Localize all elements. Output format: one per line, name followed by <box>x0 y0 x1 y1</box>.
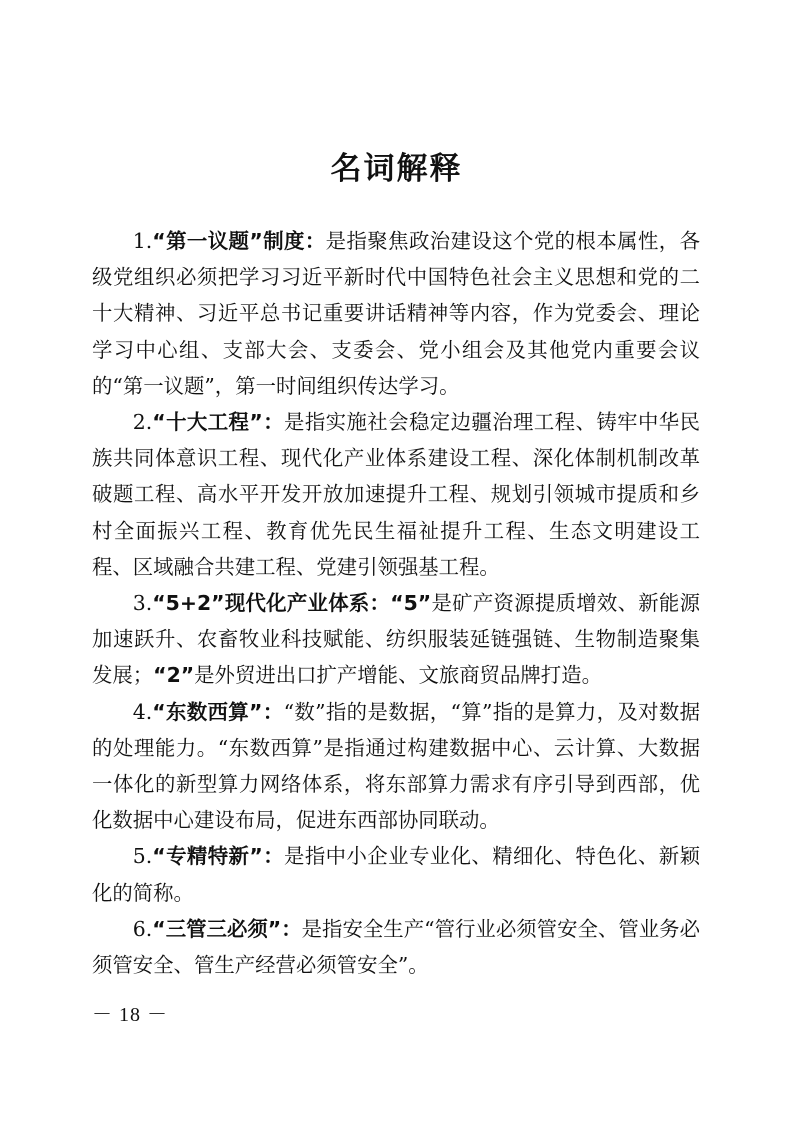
entry-term: “十大工程”： <box>152 410 285 435</box>
entry-number: 6. <box>132 916 153 941</box>
page-title: 名词解释 <box>330 151 463 187</box>
document-body <box>92 223 700 983</box>
entry-definition: 是矿产资源提质增效、新能源加速跃升、农畜牧业科技赋能、纺织服装延链强链、生物制造聚集发展； <box>92 591 700 688</box>
page-number: － 18 － <box>92 1004 168 1026</box>
entry-3 <box>92 585 700 694</box>
entry-4 <box>92 694 700 839</box>
entry-6 <box>92 911 700 983</box>
entry-number: 5. <box>132 844 153 869</box>
entry-number: 3. <box>132 591 153 616</box>
entry-definition: 是指安全生产“管行业必须管安全、管业务必须管安全、管生产经营必须管安全”。 <box>92 916 700 978</box>
entry-definition: 是指聚焦政治建设这个党的根本属性，各级党组织必须把学习习近平新时代中国特色社会主义思想和党的二十大精神、习近平总书记重要讲话精神等内容，作为党委会、理论学习中心组、支部大会、支委会、党小组会及其他党内重要会议的“第一议题”，第一时间组织传达学习。 <box>92 229 700 398</box>
entry-term: “东数西算”： <box>152 699 284 724</box>
entry-number: 2. <box>132 410 153 435</box>
entry-5 <box>92 838 700 910</box>
entry-definition: 是外贸进出口扩产增能、文旅商贸品牌打造。 <box>194 663 602 688</box>
entry-definition: 是指中小企业专业化、精细化、特色化、新颖化的简称。 <box>92 844 700 905</box>
entry-1 <box>92 223 700 404</box>
entry-definition: 是指实施社会稳定边疆治理工程、铸牢中华民族共同体意识工程、现代化产业体系建设工程、深化体制机制改革破题工程、高水平开发开放加速提升工程、规划引领城市提质和乡村全面振兴工程、教育优先民生福祉提升工程、生态文明建设工程、区域融合共建工程、党建引领强基工程。 <box>92 410 700 579</box>
entry-number: 4. <box>132 699 153 724</box>
entry-term: “5+2”现代化产业体系： <box>152 591 391 616</box>
entry-term: “三管三必须”： <box>152 916 302 941</box>
entry-definition-highlight: “5” <box>390 591 432 616</box>
entry-2 <box>92 404 700 585</box>
entry-definition: “数”指的是数据，“算”指的是算力，及对数据的处理能力。“东数西算”是指通过构建数据中心、云计算、大数据一体化的新型算力网络体系，将东部算力需求有序引导到西部，优化数据中心建设布局，促进东西部协同联动。 <box>92 699 700 833</box>
entry-term: “专精特新”： <box>152 844 285 869</box>
entry-definition-highlight: “2” <box>153 663 195 688</box>
entry-term: “第一议题”制度： <box>152 229 326 253</box>
entry-number: 1. <box>132 229 153 253</box>
